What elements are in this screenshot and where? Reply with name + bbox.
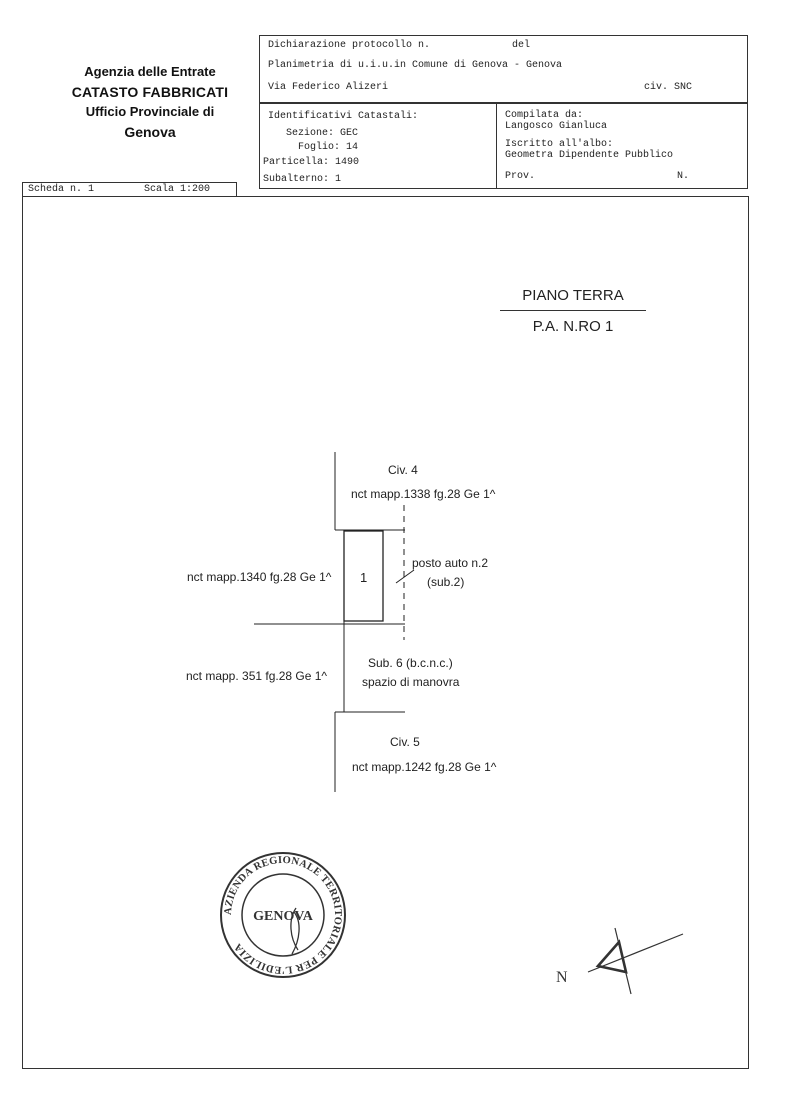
north-label: N	[556, 969, 568, 986]
mapp1340-label: nct mapp.1340 fg.28 Ge 1^	[187, 570, 332, 584]
identificativi-label: Identificativi Catastali:	[268, 111, 419, 122]
subalterno-value: Subalterno: 1	[263, 174, 342, 185]
mapp1242-label: nct mapp.1242 fg.28 Ge 1^	[352, 760, 497, 774]
foglio-value: Foglio: 14	[298, 142, 359, 153]
sezione-value: Sezione: GEC	[286, 128, 359, 139]
posto-auto-label: posto auto n.2	[412, 556, 489, 570]
dichiarazione-label: Dichiarazione protocollo n.	[268, 40, 431, 51]
stamp-ring-text: AZIENDA REGIONALE TERRITORIALE PER L'EDILIZIA	[222, 854, 344, 976]
civ-text: civ. SNC	[644, 82, 693, 93]
stamp-center-text: GENOVA	[253, 909, 313, 924]
mapp351-label: nct mapp. 351 fg.28 Ge 1^	[186, 669, 328, 683]
plan-title-text: PIANO TERRA	[500, 287, 646, 311]
compilata-label: Compilata da:	[505, 110, 584, 121]
civ5-label: Civ. 5	[390, 735, 420, 749]
scala-label: Scala 1:200	[144, 184, 211, 195]
iscritto-value: Geometra Dipendente Pubblico	[505, 150, 674, 161]
mapp1338-label: nct mapp.1338 fg.28 Ge 1^	[351, 487, 496, 501]
parking-leader-line	[396, 570, 414, 583]
sub2-label: (sub.2)	[427, 575, 465, 589]
civ4-label: Civ. 4	[388, 463, 418, 477]
ufficio-label: Ufficio Provinciale di	[85, 104, 215, 119]
address-text: Via Federico Alizeri	[268, 82, 389, 93]
compilata-name: Langosco Gianluca	[505, 121, 608, 132]
del-label: del	[512, 40, 531, 51]
catasto-title: CATASTO FABBRICATI	[71, 84, 229, 100]
city-label: Genova	[124, 124, 176, 140]
sub6-label: Sub. 6 (b.c.n.c.)	[368, 656, 453, 670]
iscritto-label: Iscritto all'albo:	[505, 139, 614, 150]
north-arrow	[548, 920, 688, 1000]
particella-value: Particella: 1490	[263, 157, 360, 168]
prov-label: Prov.	[505, 171, 536, 182]
agency-stamp	[218, 850, 348, 980]
agency-name: Agenzia delle Entrate	[84, 64, 216, 79]
planimetria-text: Planimetria di u.i.u.in Comune di Genova - Genova	[268, 60, 563, 71]
unit-number: 1	[360, 570, 368, 585]
plan-subtitle: P.A. N.RO 1	[532, 318, 614, 335]
n-label: N.	[677, 171, 690, 182]
spazio-label: spazio di manovra	[362, 675, 460, 689]
scheda-label: Scheda n. 1	[28, 184, 95, 195]
